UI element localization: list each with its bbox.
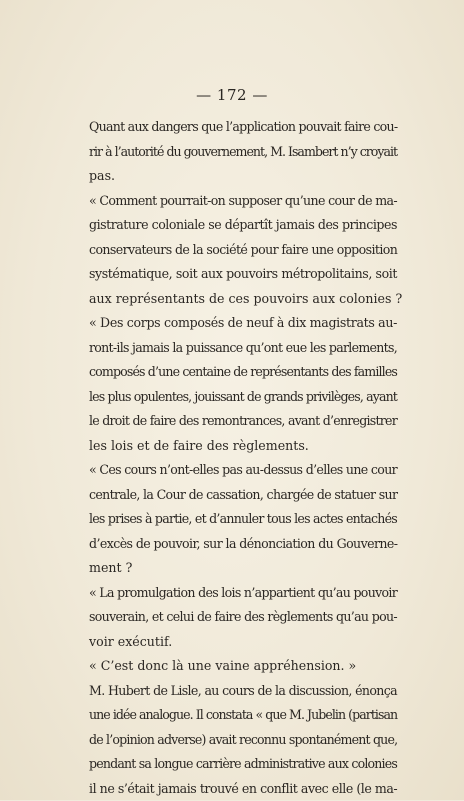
text-line: « Des corps composés de neuf à dix magistrats au- — [89, 311, 397, 336]
text-line: M. Hubert de Lisle, au cours de la discussion, énonça — [89, 679, 397, 704]
text-line: les plus opulentes, jouissant de grands privilèges, ayant — [89, 385, 397, 410]
text-line: systématique, soit aux pouvoirs métropolitains, soit — [89, 262, 397, 287]
text-line: pas. — [89, 164, 397, 189]
text-line: de l’opinion adverse) avait reconnu spontanément que, — [89, 728, 397, 753]
text-line: gistrature coloniale se départît jamais des principes — [89, 213, 397, 238]
text-line: pendant sa longue carrière administrative aux colonies — [89, 752, 397, 777]
text-line: centrale, la Cour de cassation, chargée de statuer sur — [89, 483, 397, 508]
text-line: une idée analogue. Il constata « que M. Jubelin (partisan — [89, 703, 397, 728]
text-line: les lois et de faire des règlements. — [89, 434, 397, 459]
text-line: voir exécutif. — [89, 630, 397, 655]
text-line: il ne s’était jamais trouvé en conflit avec elle (le ma- — [89, 777, 397, 801]
page-number: — 172 — — [0, 86, 464, 104]
text-line: composés d’une centaine de représentants des familles — [89, 360, 397, 385]
text-line: ront-ils jamais la puissance qu’ont eue les parlements, — [89, 336, 397, 361]
text-line: les prises à partie, et d’annuler tous les actes entachés — [89, 507, 397, 532]
text-line: aux représentants de ces pouvoirs aux colonies ? — [89, 287, 397, 312]
text-line: d’excès de pouvoir, sur la dénonciation du Gouverne- — [89, 532, 397, 557]
body-text — [89, 115, 397, 801]
text-line: Quant aux dangers que l’application pouvait faire cou- — [89, 115, 397, 140]
text-line: le droit de faire des remontrances, avant d’enregistrer — [89, 409, 397, 434]
text-line: « Ces cours n’ont-elles pas au-dessus d’elles une cour — [89, 458, 397, 483]
text-line: ment ? — [89, 556, 397, 581]
text-line: « C’est donc là une vaine appréhension. » — [89, 654, 397, 679]
text-line: « Comment pourrait-on supposer qu’une cour de ma- — [89, 189, 397, 214]
text-line: « La promulgation des lois n’appartient qu’au pouvoir — [89, 581, 397, 606]
text-line: rir à l’autorité du gouvernement, M. Isambert n’y croyait — [89, 140, 397, 165]
text-line: souverain, et celui de faire des règlements qu’au pou- — [89, 605, 397, 630]
text-line: conservateurs de la société pour faire une opposition — [89, 238, 397, 263]
